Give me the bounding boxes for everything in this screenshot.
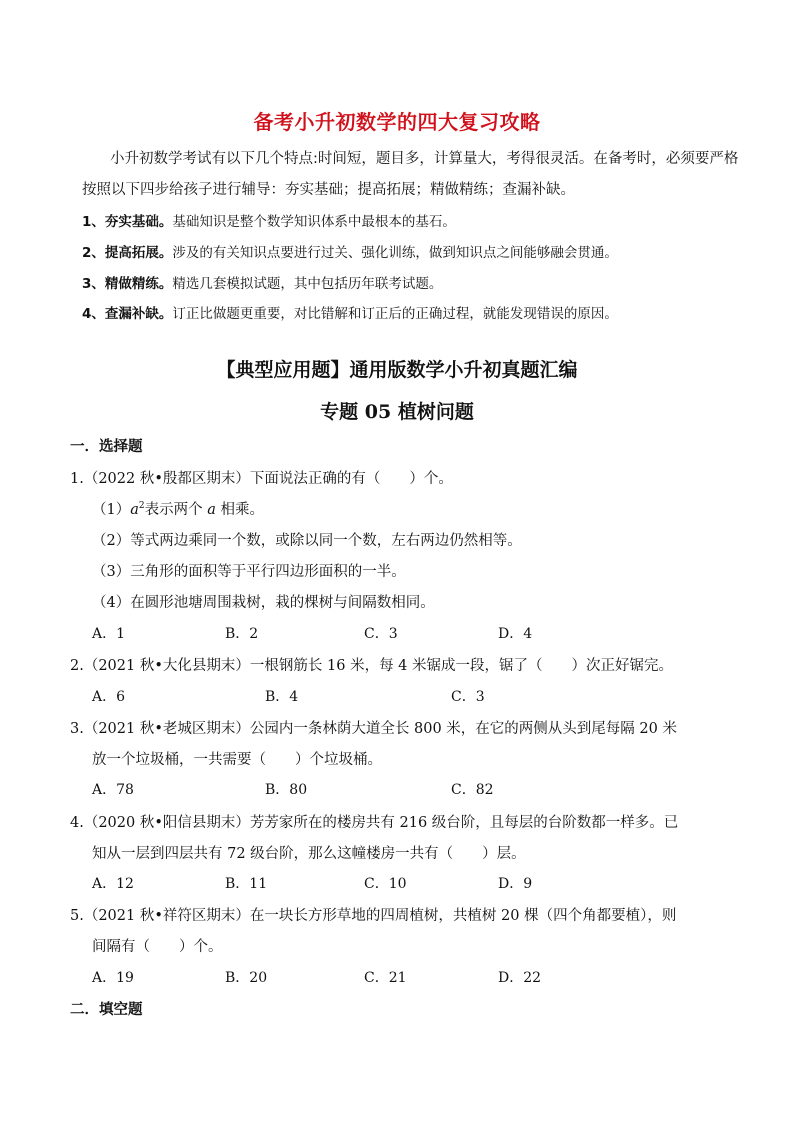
question-5-option-c: C．21 bbox=[364, 970, 407, 986]
tip-text: 精选几套模拟试题，其中包括历年联考试题。 bbox=[172, 276, 443, 292]
item-text: 表示两个 bbox=[144, 502, 208, 518]
question-5-option-a: A．19 bbox=[92, 970, 134, 986]
section-subtitle: 专题 05 植树问题 bbox=[320, 401, 474, 423]
question-3-option-b: B．80 bbox=[265, 782, 308, 798]
tip-text: 基础知识是整个数学知识体系中最根本的基石。 bbox=[172, 214, 456, 230]
intro-line-2: 按照以下四步给孩子进行辅导：夯实基础；提高拓展；精做精练；查漏补缺。 bbox=[82, 182, 575, 198]
question-2-option-c: C．3 bbox=[451, 689, 485, 705]
question-1-option-c: C．3 bbox=[364, 626, 398, 642]
question-4-option-b: B．11 bbox=[225, 876, 268, 892]
question-5-stem: 5.（2021 秋•祥符区期末）在一块长方形草地的四周植树，共植树 20 棵（四个角都要植），则 bbox=[70, 908, 677, 924]
tip-1 bbox=[82, 210, 456, 230]
tip-3 bbox=[82, 272, 442, 292]
main-title: 备考小升初数学的四大复习攻略 bbox=[253, 110, 541, 134]
question-4-option-a: A．12 bbox=[92, 876, 134, 892]
tip-name: 2、提高拓展。 bbox=[82, 245, 173, 261]
heading-choice: 一．选择题 bbox=[70, 438, 143, 455]
variable-a: a bbox=[130, 502, 139, 518]
question-1-item-1 bbox=[92, 498, 264, 519]
item-prefix: （1） bbox=[92, 502, 131, 518]
tip-4 bbox=[82, 302, 618, 322]
question-1-item-2: （2）等式两边乘同一个数，或除以同一个数，左右两边仍然相等。 bbox=[92, 533, 522, 549]
item-text: 相乘。 bbox=[215, 502, 264, 518]
question-4-stem-cont: 知从一层到四层共有 72 级台阶，那么这幢楼房一共有（ ）层。 bbox=[92, 846, 526, 862]
question-3-option-a: A．78 bbox=[92, 782, 134, 798]
question-4-stem: 4.（2020 秋•阳信县期末）芳芳家所在的楼房共有 216 级台阶，且每层的台阶数都一样多。已 bbox=[70, 815, 679, 831]
heading-fill: 二．填空题 bbox=[70, 1001, 143, 1018]
question-3-stem: 3.（2021 秋•老城区期末）公园内一条林荫大道全长 800 米，在它的两侧从头到尾每隔 20 米 bbox=[70, 721, 677, 737]
question-4-option-c: C．10 bbox=[364, 876, 407, 892]
question-1-item-3: （3）三角形的面积等于平行四边形面积的一半。 bbox=[92, 564, 406, 580]
section-title: 【典型应用题】通用版数学小升初真题汇编 bbox=[216, 359, 578, 381]
question-2-stem: 2.（2021 秋•大化县期末）一根钢筋长 16 米，每 4 米锯成一段，锯了（ ）次正好锯完。 bbox=[70, 658, 674, 674]
question-5-stem-cont: 间隔有（ ）个。 bbox=[92, 939, 223, 955]
tip-name: 4、查漏补缺。 bbox=[82, 306, 173, 322]
tip-text: 订正比做题更重要，对比错解和订正后的正确过程，就能发现错误的原因。 bbox=[172, 306, 618, 322]
tip-name: 1、夯实基础。 bbox=[82, 214, 173, 230]
question-1-option-a: A．1 bbox=[92, 626, 126, 642]
question-2-option-a: A．6 bbox=[92, 689, 126, 705]
intro-line-1: 小升初数学考试有以下几个特点:时间短，题目多，计算量大，考得很灵活。在备考时，必须要严格 bbox=[110, 151, 739, 167]
question-4-option-d: D．9 bbox=[498, 876, 533, 892]
question-1-stem: 1.（2022 秋•殷都区期末）下面说法正确的有（ ）个。 bbox=[70, 471, 453, 487]
question-1-option-b: B．2 bbox=[225, 626, 259, 642]
question-2-option-b: B．4 bbox=[265, 689, 299, 705]
question-1-item-4: （4）在圆形池塘周围栽树，栽的棵树与间隔数相同。 bbox=[92, 595, 435, 611]
question-5-option-d: D．22 bbox=[498, 970, 542, 986]
tip-name: 3、精做精练。 bbox=[82, 276, 173, 292]
question-3-option-c: C．82 bbox=[451, 782, 494, 798]
tip-text: 涉及的有关知识点要进行过关、强化训练，做到知识点之间能够融会贯通。 bbox=[172, 245, 618, 261]
exponent: 2 bbox=[138, 501, 145, 512]
question-1-option-d: D．4 bbox=[498, 626, 533, 642]
question-3-stem-cont: 放一个垃圾桶，一共需要（ ）个垃圾桶。 bbox=[92, 752, 382, 768]
question-5-option-b: B．20 bbox=[225, 970, 268, 986]
variable-a: a bbox=[207, 502, 216, 518]
tip-2 bbox=[82, 241, 618, 261]
